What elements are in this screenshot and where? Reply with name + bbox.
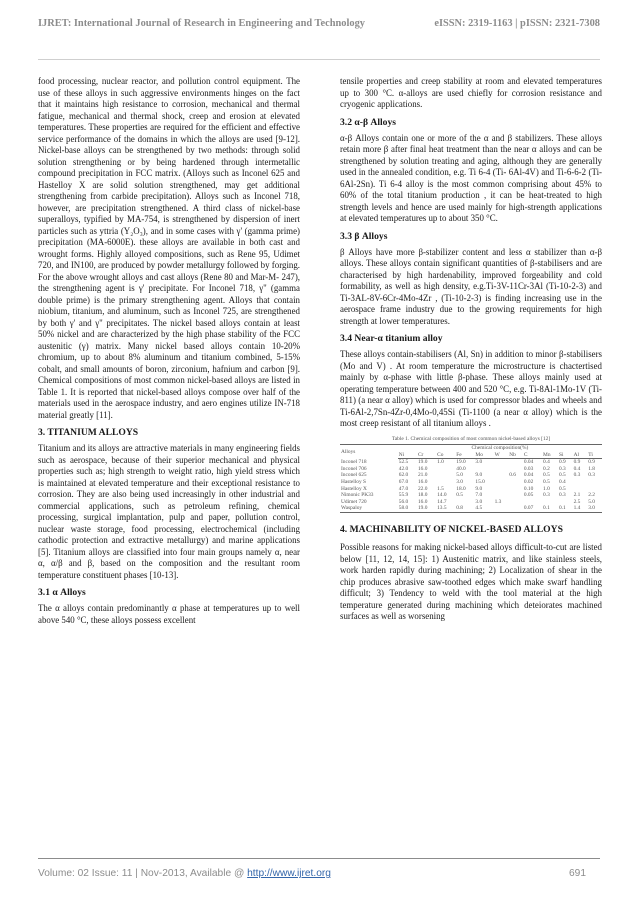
table-cell: 2.1 xyxy=(573,492,581,499)
table-column-header: Nb xyxy=(508,452,523,459)
table-cell: 5.0 xyxy=(588,498,596,505)
table-cell: 1.5 xyxy=(437,485,444,492)
table-cell: 0.3 xyxy=(543,492,550,499)
paragraph-alpha-beta-alloys: α-β Alloys contain one or more of the α and β stabilizers. These alloys retain more β after final heat treatment than the near α alloys and can be strengthened by solution treating and aging, although they are generally used in the annealed condition, e.g. Ti 6-4 (Ti- 6Al-4V) and Ti-6-6-2 (Ti-6Al-2Sn). Ti 6-4 alloy is the most common comprising about 45% to 60% of the total titanium production , it can be heat-treated to high strength levels and hence are used mainly for high-strength applications at elevated temperatures up to about 350 °C. xyxy=(340,132,602,223)
table-cell: 13.5 xyxy=(436,505,455,512)
table-cell: 0.5 xyxy=(558,485,566,492)
table-cell: 52.5 xyxy=(398,459,409,466)
table-cell xyxy=(587,486,602,493)
table-cell: 0.04 xyxy=(523,459,534,466)
heading-titanium-alloys: 3. TITANIUM ALLOYS xyxy=(38,427,139,438)
table-row xyxy=(340,492,602,499)
table-cell xyxy=(474,466,493,473)
table-cell: 0.4 xyxy=(543,459,550,466)
table-cell: 0.5 xyxy=(456,492,464,499)
table-cell: 0.9 xyxy=(588,459,596,466)
heading-beta-alloys: 3.3 β Alloys xyxy=(340,230,388,242)
table-header-alloys: Alloys xyxy=(340,445,398,459)
table-cell xyxy=(436,479,455,486)
table-cell: 0.07 xyxy=(523,505,542,512)
heading-alpha-alloys: 3.1 α Alloys xyxy=(38,587,86,598)
journal-website-link[interactable]: http://www.ijret.org xyxy=(247,868,331,879)
table-cell: 22.0 xyxy=(417,485,428,492)
footer-volume-text: Volume: 02 Issue: 11 | Nov-2013, Available @ xyxy=(38,868,248,879)
table-cell: 0.8 xyxy=(455,505,474,512)
table-cell: 1.4 xyxy=(573,505,588,512)
table-row xyxy=(340,459,602,466)
table-caption: Table 1. Chemical composition of most common nickel-based alloys [12] xyxy=(391,435,551,442)
paragraph-alpha-continued: tensile properties and creep stability at room and elevated temperatures up to 300 °C. α-alloys are used chiefly for corrosion resistance and cryogenic applications. xyxy=(340,76,602,109)
paragraph-alpha-alloys: The α alloys contain predominantly α phase at temperatures up to well above 540 °C, these alloys possess excellent xyxy=(38,603,300,625)
table-cell-alloy-name: Inconel 706 xyxy=(341,465,367,472)
table-cell xyxy=(494,466,509,473)
table-cell xyxy=(494,479,509,486)
table-cell: 55.9 xyxy=(398,492,409,499)
table-column-header: Co xyxy=(436,452,455,459)
table-cell: 0.03 xyxy=(523,465,534,472)
table-column-header: Fe xyxy=(455,452,474,459)
table-cell: 1.3 xyxy=(494,498,502,505)
table-cell: 0.4 xyxy=(558,479,566,486)
header-rule xyxy=(38,59,600,60)
table-cell-alloy-name: Waspaloy xyxy=(340,505,398,512)
table-cell: 42.0 xyxy=(398,465,409,472)
table-cell: 0.9 xyxy=(573,459,581,466)
table-cell: 2.5 xyxy=(573,498,581,505)
table-cell: 0.2 xyxy=(543,465,550,472)
table-cell xyxy=(558,499,573,506)
table-row xyxy=(340,466,602,473)
table-cell xyxy=(508,505,523,512)
table-cell: 14.7 xyxy=(437,498,447,505)
table-cell: 0.05 xyxy=(523,492,534,499)
table-cell: 9.0 xyxy=(475,472,483,479)
table-cell xyxy=(508,459,523,466)
right-column xyxy=(340,76,602,629)
table-cell: 3.0 xyxy=(475,498,483,505)
table-cell xyxy=(508,492,523,499)
table-cell: 0.5 xyxy=(543,479,550,486)
table-cell xyxy=(494,486,509,493)
table-cell xyxy=(573,486,588,493)
table-cell: 0.4 xyxy=(573,465,581,472)
paragraph-machinability: Possible reasons for making nickel-based alloys difficult-to-cut are listed below [11, 12, 14, 15]: 1) Austenitic matrix, and like stainless steels, work harden rapidly during machining; 2) Localization of shear in the chip produces abrasive saw-toothed edges which make swarf handling difficult; 3) Tendency to weld with the tool material at the high temperature generated during machining which deteiorates machined surfaces as well as worsening xyxy=(340,542,602,622)
table-cell: 0.3 xyxy=(558,465,566,472)
table-cell xyxy=(508,466,523,473)
table-column-header: Ni xyxy=(398,452,417,459)
table-cell: 0.1 xyxy=(558,505,573,512)
table-cell: 67.0 xyxy=(398,479,409,486)
table-cell xyxy=(542,499,558,506)
table-cell: 62.0 xyxy=(398,472,409,479)
table-cell: 0.6 xyxy=(509,472,516,479)
table-column-header: Cr xyxy=(417,452,436,459)
footer-volume-info xyxy=(38,868,331,879)
table-cell: 0.1 xyxy=(542,505,558,512)
paragraph-near-alpha-alloys: These alloys contain-stabilisers (Al, Sn) in addition to minor β-stabilisers (Mo and V) . At room temperature the microstructure is chactertised mainly by α-phase with little β-phase. These alloys mainly used at operating temperature between 400 and 520 °C, e.g. Ti-8Al-1Mo-1V (Ti-811) (a near α alloy) which is used for compressor blades and wheels and Ti-6Al-2,7Sn-4Zr-0,4Mo-0,45Si (Ti-1100 (a near α alloy) which is the most creep resistant of all titanium alloys . xyxy=(340,349,602,428)
table-cell: 0.04 xyxy=(523,472,534,479)
table-column-header: Mo xyxy=(474,452,493,459)
table-cell: 16.0 xyxy=(417,498,428,505)
table-header-composition: Chemical composition(%) xyxy=(398,445,602,452)
table-cell xyxy=(523,499,542,506)
table-cell: 18.0 xyxy=(456,485,466,492)
table-column-header: Al xyxy=(573,452,588,459)
table-cell xyxy=(494,472,509,479)
table-row xyxy=(340,499,602,506)
table-cell: 19.0 xyxy=(417,505,436,512)
table-cell: 0.5 xyxy=(543,472,550,479)
table-cell: 1.0 xyxy=(543,485,550,492)
table-cell xyxy=(436,466,455,473)
table-cell xyxy=(508,499,523,506)
paragraph-nickel-alloys: food processing, nuclear reactor, and pollution control equipment. The use of these alloys in such aggressive environments hinges on the fact that it maintains high resistance to corrosion, mechanical and thermal fatigue, mechanical and thermal shock, creep and erosion at elevated temperatures. These properties are required for the efficient and effective service performance of the domains in which the alloys are used [9-12]. Nickel-base alloys can be strengthened by two methods: through solid solution strengthening or by being hardened through intermetallic compound precipitation in FCC matrix. (Alloys such as Inconel 625 and Hastelloy X are solid solution strengthened, may get additional strengthening from carbide precipitation). Alloys such as Inconel 718, however, are precipitation strengthened. A third class of nickel-base superalloys, typified by MA-754, is strengthened by dispersion of inert particles such as yttria (Y₂O₃), and in some cases with γ' (gamma prime) precipitation (MA-6000E). these alloys are available in both cast and wrought forms. Highly alloyed compositions, such as Rene 95, Udimet 720, and IN100, are produced by powder metallurgy followed by forging. For the above wrought alloys and cast alloys (Rene 80 and Mar-M- 247), the strengthening agent is γ' precipitate. For Inconel 718, γ" (gamma double prime) is the primary strengthening agent. Alloys that contain niobium, titanium, and aluminum, such as Inconel 725, are strengthened by both γ' and γ" precipitates. The nickel based alloys contain at least 50% nickel and are characterized by the high phase stability of the FCC austenitic (γ) matrix. Many nickel based alloys contain 10-20% chromium, up to about 8% aluminum and titanium combined, 5-15% cobalt, and small amounts of boron, zirconium, hafnium and carbon [9]. Chemical compositions of most common nickel-based alloys are listed in Table 1. It is reported that nickel-based alloys compose over half of the materials used in the aerospace industry, and aero engines utilize IN-718 material greatly [11]. xyxy=(38,76,300,420)
table-cell: 1.8 xyxy=(588,465,596,472)
table-cell: 7.0 xyxy=(475,492,483,499)
table-cell: 3.0 xyxy=(456,479,464,486)
heading-near-alpha-alloys: 3.4 Near-α titanium alloy xyxy=(340,333,443,344)
table-row xyxy=(340,486,602,493)
table-cell: 1.0 xyxy=(437,459,444,466)
table-cell: 21.0 xyxy=(417,472,428,479)
table-cell: 0.9 xyxy=(558,459,566,466)
table-cell-alloy-name: Hastelloy S xyxy=(341,479,367,486)
table-cell: 18.0 xyxy=(417,492,428,499)
table-cell: 0.3 xyxy=(573,472,581,479)
table-cell-alloy-name: Nimonic PK33 xyxy=(341,492,374,499)
heading-alpha-beta-alloys: 3.2 α-β Alloys xyxy=(340,116,396,128)
table-cell: 15.0 xyxy=(475,479,485,486)
table-cell: 0.02 xyxy=(523,479,534,486)
table-row xyxy=(340,479,602,486)
table-cell: 0.3 xyxy=(558,492,566,499)
table-cell: 3.0 xyxy=(475,459,483,466)
table-cell-alloy-name: Inconel 625 xyxy=(341,472,367,479)
table-cell xyxy=(508,486,523,493)
table-row xyxy=(340,505,602,512)
page-number: 691 xyxy=(569,868,586,879)
table-column-header: C xyxy=(523,452,542,459)
table-cell: 0.5 xyxy=(558,472,566,479)
table-cell xyxy=(455,499,474,506)
table-cell xyxy=(494,492,509,499)
table-cell: 0.3 xyxy=(588,472,596,479)
table-cell xyxy=(573,479,588,486)
table-row xyxy=(340,472,602,479)
left-column xyxy=(38,76,300,632)
table-cell: 16.0 xyxy=(417,479,428,486)
table-cell-alloy-name: Udimet 720 xyxy=(341,498,367,505)
table-cell: 4.5 xyxy=(474,505,493,512)
table-cell-alloy-name: Hastelloy X xyxy=(341,485,367,492)
table-cell xyxy=(508,479,523,486)
table-cell: 58.0 xyxy=(398,505,417,512)
running-header xyxy=(38,16,600,34)
paragraph-titanium-alloys: Titanium and its alloys are attractive materials in many engineering fields such as aerospace, because of their superior mechanical and physical properties such as; high strength to weight ratio, high yield stress which is maintained at elevated temperature and their exceptional resistance to corrosion. They are also being used increasingly in other industrial and commercial applications, such as petroleum refining, chemical processing, surgical implantation, pulp and paper, pollution control, nuclear waste storage, food processing, electrochemical (including cathodic protection and extractive metallurgy) and marine applications [5]. Titanium alloys are classified into four main groups namely α, near α, α/β and β, based on the composition and the resultant room temperature constituent phases [10-13]. xyxy=(38,443,300,580)
table-column-header: Si xyxy=(558,452,573,459)
footer-rule xyxy=(38,858,600,859)
table-cell xyxy=(587,479,602,486)
table-cell xyxy=(494,459,509,466)
table-cell-alloy-name: Inconel 718 xyxy=(341,459,367,466)
paragraph-beta-alloys: β Alloys have more β-stabilizer content and less α stabilizer than α-β alloys. These alloys contain significant quantities of β-stabilisers and are characterised by high hardenability, improved forgeability and cold formability, as well as high density, e.g.Ti-3V-11Cr-3Al (Ti-10-2-3) and Ti-3AL-8V-6Cr-4Mo-4Zr , (Ti-10-2-3) is finding increasing use in the aerospace frame industry due to the growing requirements for high strength at lower temperatures. xyxy=(340,246,602,326)
table-cell: 14.0 xyxy=(437,492,447,499)
table-cell: 19.0 xyxy=(417,459,428,466)
table-cell: 5.0 xyxy=(456,472,464,479)
issn-label: eISSN: 2319-1163 | pISSN: 2321-7308 xyxy=(434,18,600,29)
heading-machinability: 4. MACHINABILITY OF NICKEL-BASED ALLOYS xyxy=(340,524,563,536)
table-cell: 19.0 xyxy=(456,459,466,466)
table-cell: 0.10 xyxy=(523,485,534,492)
table-cell: 2.2 xyxy=(588,492,596,499)
table-column-header: Mn xyxy=(542,452,558,459)
table-column-header: Ti xyxy=(587,452,602,459)
table-cell: 9.0 xyxy=(475,485,483,492)
table-cell: 40.0 xyxy=(456,465,466,472)
journal-name: IJRET: International Journal of Research in Engineering and Technology xyxy=(38,18,365,29)
composition-table xyxy=(340,436,602,514)
table-column-header: W xyxy=(494,452,509,459)
table-cell: 56.0 xyxy=(398,498,409,505)
table-cell xyxy=(494,505,509,512)
table-cell xyxy=(436,472,455,479)
table-cell: 47.0 xyxy=(398,485,409,492)
running-footer xyxy=(38,868,600,884)
table-cell: 3.0 xyxy=(587,505,602,512)
table-cell: 16.0 xyxy=(417,465,428,472)
